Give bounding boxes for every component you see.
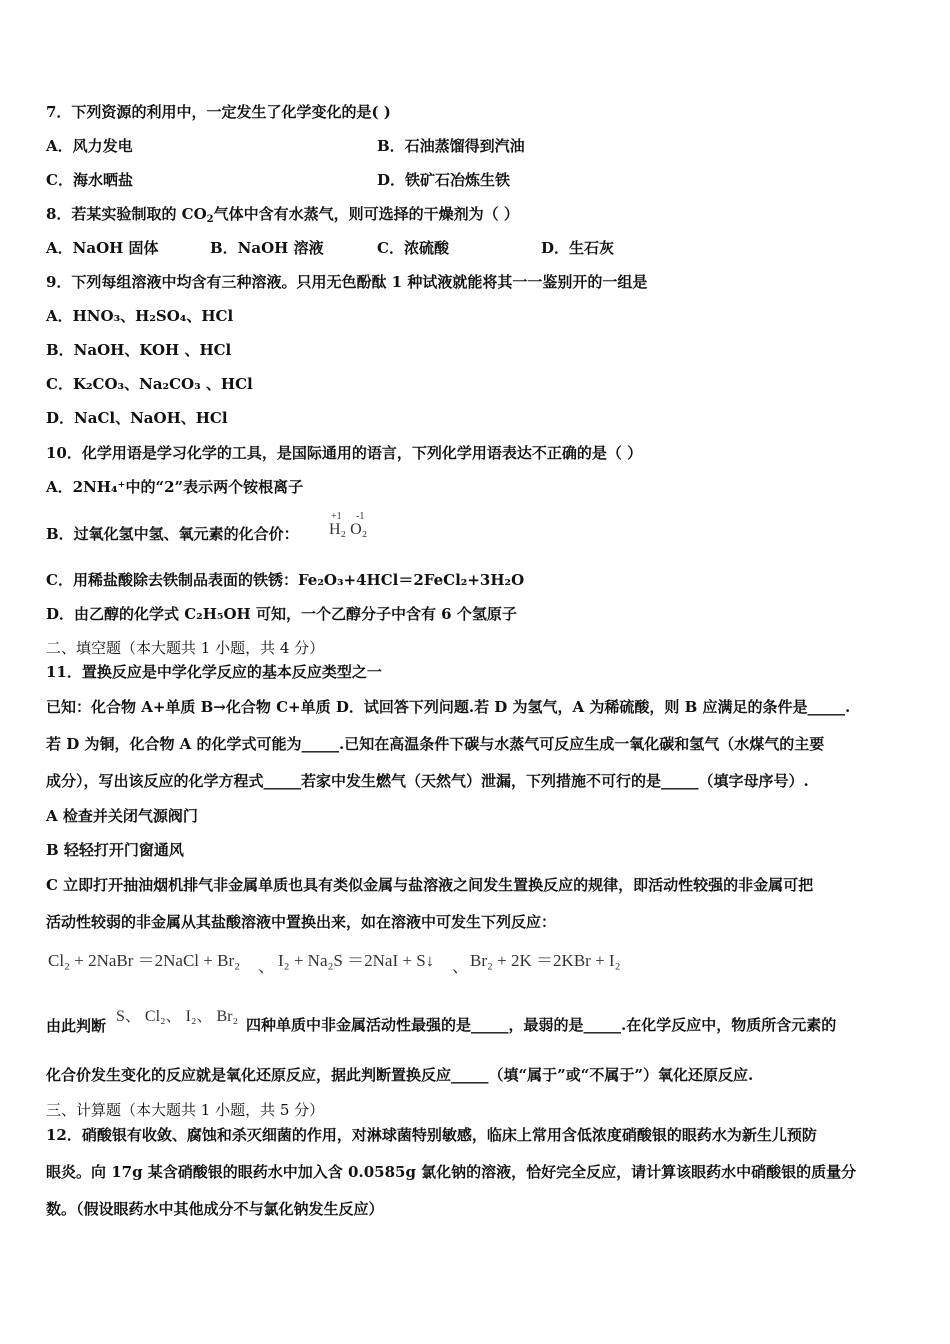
q11-paragraph-2: 若 D 为铜，化合物 A 的化学式可能为_____.已知在高温条件下碳与水蒸气可反应生成一氧化碳和氢气（水煤气的主要 (46, 735, 825, 753)
q8-stem-pre: 8．若某实验制取的 CO (46, 205, 207, 223)
q11-option-b: B 轻轻打开门窗通风 (46, 841, 184, 859)
q11-separator-1: 、 (258, 957, 275, 976)
q11-paragraph-5: 化合价发生变化的反应就是氧化还原反应，据此判断置换反应_____（填“属于”或“不属于”）氧化还原反应. (46, 1066, 754, 1084)
q11-equation-2: I₂ + Na₂S ＝2NaI + S↓ (278, 951, 435, 970)
q11-option-a: A 检查并关闭气源阀门 (46, 807, 198, 825)
q8-stem-sub: 2 (206, 214, 214, 225)
q10-formula-h2o2: H₂ O₂ (329, 521, 368, 538)
q9-option-d: D．NaCl、NaOH、HCl (46, 409, 228, 427)
q11-judge-suffix: 四种单质中非金属活动性最强的是_____，最弱的是_____.在化学反应中，物质所含元素的 (246, 1016, 837, 1034)
q11-equation-1: Cl₂ + 2NaBr ＝2NaCl + Br₂ (48, 951, 241, 970)
q11-option-c: C 立即打开抽油烟机排气非金属单质也具有类似金属与盐溶液之间发生置换反应的规律，即活动性较强的非金属可把 (46, 876, 814, 894)
q11-paragraph-1: 已知：化合物 A+单质 B→化合物 C+单质 D．试回答下列问题.若 D 为氢气，A 为稀硫酸，则 B 应满足的条件是_____. (46, 698, 851, 716)
q8-option-a: A．NaOH 固体 (46, 239, 159, 257)
q10-valence-h: +1 (331, 511, 342, 522)
q12-line-3: 数。（假设眼药水中其他成分不与氯化钠发生反应） (46, 1200, 384, 1218)
q10-option-c: C．用稀盐酸除去铁制品表面的铁锈：Fe₂O₃+4HCl＝2FeCl₂+3H₂O (46, 571, 525, 589)
q11-species-list: S、 Cl₂、 I₂、 Br₂ (116, 1008, 239, 1025)
q8-option-d: D．生石灰 (541, 239, 615, 257)
q8-stem-post: 气体中含有水蒸气，则可选择的干燥剂为（ ） (213, 205, 519, 223)
q9-option-a: A．HNO₃、H₂SO₄、HCl (46, 307, 234, 325)
q7-option-c: C．海水晒盐 (46, 171, 133, 189)
q10-option-d: D．由乙醇的化学式 C₂H₅OH 可知，一个乙醇分子中含有 6 个氢原子 (46, 605, 517, 623)
q11-stem: 11．置换反应是中学化学反应的基本反应类型之一 (46, 663, 382, 681)
q11-judge-prefix: 由此判断 (46, 1017, 107, 1035)
section-2-heading: 二、填空题（本大题共 1 小题，共 4 分） (46, 639, 325, 657)
q12-line-2: 眼炎。向 17g 某含硝酸银的眼药水中加入含 0.0585g 氯化钠的溶液，恰好完全反应，请计算该眼药水中硝酸银的质量分 (46, 1163, 857, 1181)
q10-option-b: B．过氧化氢中氢、氧元素的化合价： (46, 525, 299, 543)
q11-paragraph-3: 成分），写出该反应的化学方程式_____若家中发生燃气（天然气）泄漏，下列措施不可行的是_____（填字母序号）. (46, 772, 809, 790)
q7-option-d: D．铁矿石冶炼生铁 (377, 171, 511, 189)
q10-option-a: A．2NH₄⁺中的“2”表示两个铵根离子 (46, 478, 304, 496)
q9-option-c: C．K₂CO₃、Na₂CO₃ 、HCl (46, 375, 253, 393)
q7-option-a: A．风力发电 (46, 137, 133, 155)
q10-valence-o: -1 (356, 511, 365, 522)
section-3-heading: 三、计算题（本大题共 1 小题，共 5 分） (46, 1101, 325, 1119)
q8-option-b: B．NaOH 溶液 (210, 239, 324, 257)
q8-stem (46, 204, 519, 224)
q11-equation-3: Br₂ + 2K ＝2KBr + I₂ (470, 951, 621, 970)
q9-stem: 9．下列每组溶液中均含有三种溶液。只用无色酚酞 1 种试液就能将其一一鉴别开的一组是 (46, 273, 648, 291)
q11-paragraph-4: 活动性较弱的非金属从其盐酸溶液中置换出来，如在溶液中可发生下列反应： (46, 913, 557, 931)
q7-option-b: B．石油蒸馏得到汽油 (377, 137, 525, 155)
q12-line-1: 12．硝酸银有收敛、腐蚀和杀灭细菌的作用，对淋球菌特别敏感，临床上常用含低浓度硝酸银的眼药水为新生儿预防 (46, 1126, 817, 1144)
q11-separator-2: 、 (452, 957, 469, 976)
q10-stem: 10．化学用语是学习化学的工具，是国际通用的语言，下列化学用语表达不正确的是（ ） (46, 444, 643, 462)
q8-option-c: C．浓硫酸 (377, 239, 449, 257)
q7-stem: 7．下列资源的利用中，一定发生了化学变化的是( ) (46, 103, 391, 121)
q9-option-b: B．NaOH、KOH 、HCl (46, 341, 232, 359)
